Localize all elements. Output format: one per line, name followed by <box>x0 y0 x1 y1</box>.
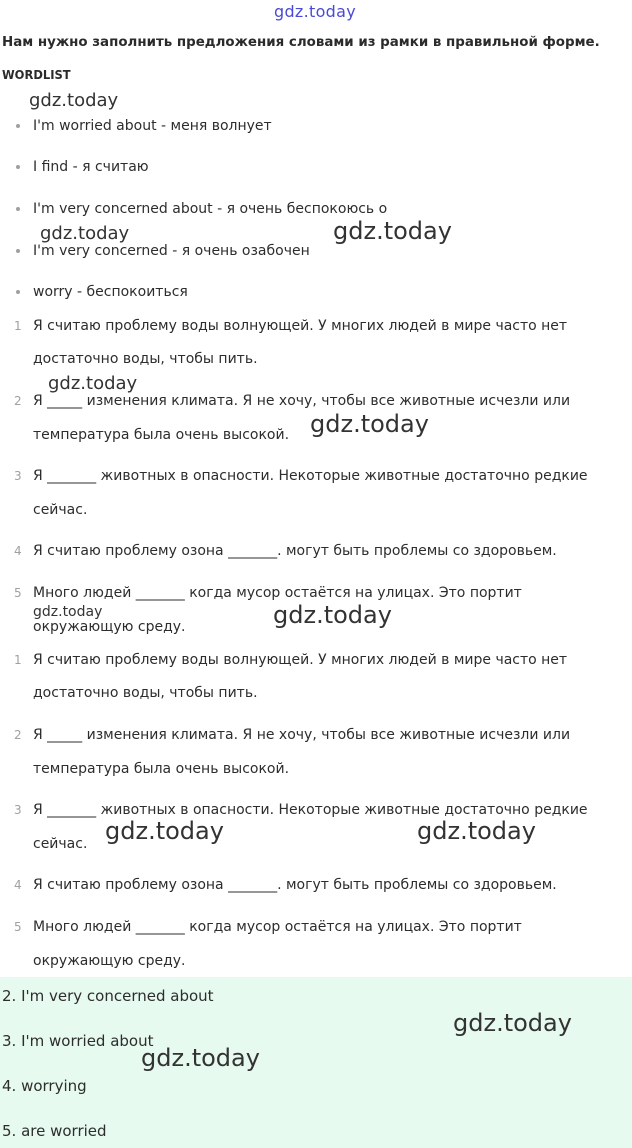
watermark: gdz.today <box>273 601 392 629</box>
exercise-line: окружающую среду. <box>33 619 186 635</box>
watermark: gdz.today <box>417 817 536 845</box>
wordlist-item: worry - беспокоиться <box>33 284 188 300</box>
exercise-line: 2 Я _____ изменения климата. Я не хочу, чтобы все животные исчезли или <box>14 393 571 409</box>
exercise-line: температура была очень высокой. <box>33 761 290 777</box>
exercise-line: достаточно воды, чтобы пить. <box>33 685 258 701</box>
watermark: gdz.today <box>453 1009 572 1037</box>
answers-panel <box>0 977 632 1148</box>
exercise-line: 3 Я _______ животных в опасности. Некоторые животные достаточно редкие <box>14 468 588 484</box>
bullet-dot-icon <box>16 249 20 253</box>
watermark: gdz.today <box>40 223 130 244</box>
exercise-line: 3 Я _______ животных в опасности. Некоторые животные достаточно редкие <box>14 802 588 818</box>
exercise-line: 5 Много людей _______ когда мусор остаётся на улицах. Это портит <box>14 919 522 935</box>
answer-item: 3. I'm worried about <box>2 1032 154 1050</box>
exercise-line: 4 Я считаю проблему озона _______. могут быть проблемы со здоровьем. <box>14 877 557 893</box>
exercise-line: окружающую среду. <box>33 953 186 969</box>
exercise-line: сейчас. <box>33 502 88 518</box>
watermark: gdz.today <box>141 1044 260 1072</box>
exercise-line: 4 Я считаю проблему озона _______. могут быть проблемы со здоровьем. <box>14 543 557 559</box>
exercise-line: 5 Много людей _______ когда мусор остаётся на улицах. Это портит <box>14 585 522 601</box>
watermark: gdz.today <box>105 817 224 845</box>
watermark: gdz.today <box>333 217 452 245</box>
answer-item: 5. are worried <box>2 1122 107 1140</box>
bullet-dot-icon <box>16 290 20 294</box>
watermark: gdz.today <box>48 373 138 394</box>
bullet-dot-icon <box>16 124 20 128</box>
wordlist-item: I'm worried about - меня волнует <box>33 118 272 134</box>
answer-item: 4. worrying <box>2 1077 87 1095</box>
exercise-line: 2 Я _____ изменения климата. Я не хочу, чтобы все животные исчезли или <box>14 727 571 743</box>
bullet-dot-icon <box>16 165 20 169</box>
wordlist-item: I'm very concerned about - я очень беспокоюсь о <box>33 201 387 217</box>
watermark: gdz.today <box>33 604 103 620</box>
exercise-line: 1 Я считаю проблему воды волнующей. У многих людей в мире часто нет <box>14 652 568 668</box>
answer-item: 2. I'm very concerned about <box>2 987 214 1005</box>
bullet-dot-icon <box>16 207 20 211</box>
watermark: gdz.today <box>310 410 429 438</box>
wordlist-item: I find - я считаю <box>33 159 149 175</box>
exercise-line: температура была очень высокой. <box>33 427 290 443</box>
exercise-line: сейчас. <box>33 836 88 852</box>
wordlist-item: I'm very concerned - я очень озабочен <box>33 243 310 259</box>
exercise-line: достаточно воды, чтобы пить. <box>33 351 258 367</box>
task-instruction: Нам нужно заполнить предложения словами из рамки в правильной форме. <box>2 35 600 50</box>
header-watermark: gdz.today <box>274 2 356 21</box>
wordlist-title: WORDLIST <box>2 67 71 82</box>
exercise-line: 1 Я считаю проблему воды волнующей. У многих людей в мире часто нет <box>14 318 568 334</box>
watermark: gdz.today <box>29 90 119 111</box>
